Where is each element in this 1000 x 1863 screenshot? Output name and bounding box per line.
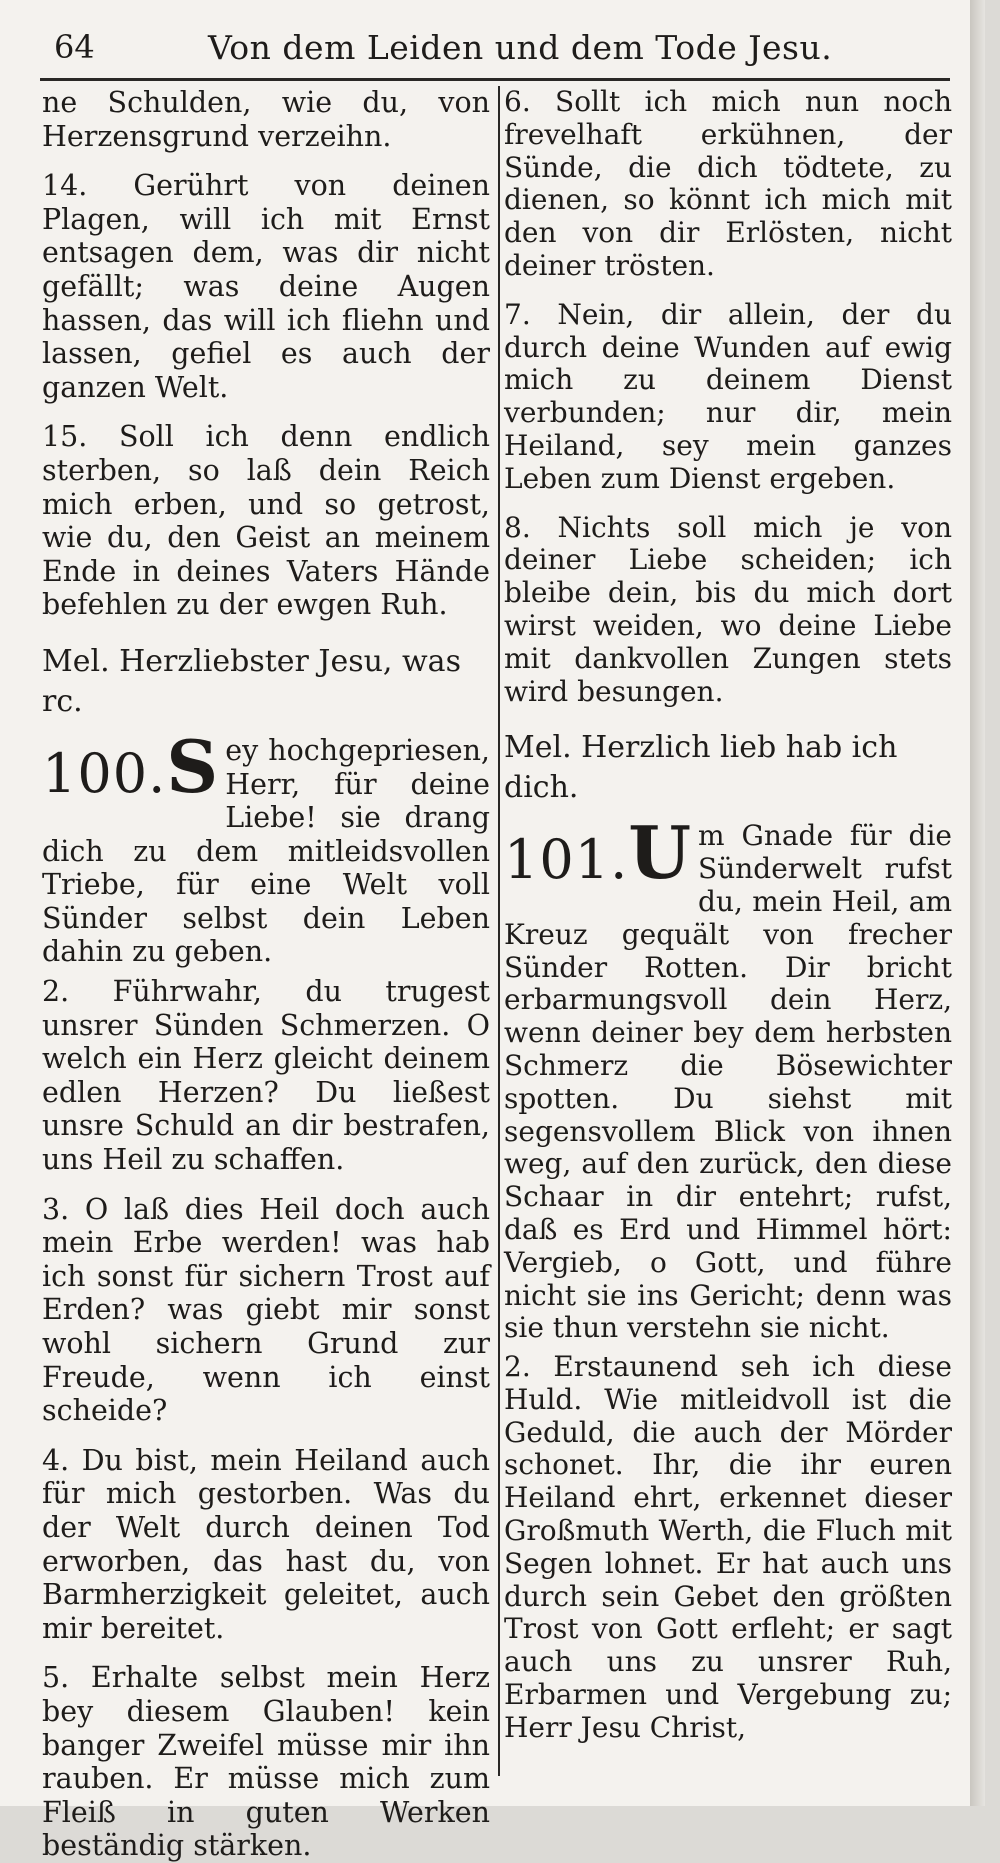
hymn-number-text: 100. <box>42 741 167 805</box>
right-column <box>504 86 952 1786</box>
hymn-100-verse-8: 8. Nichts soll mich je von deiner Liebe scheiden; ich bleibe dein, bis du mich dort wirst weiden, wo deine Liebe mit dankvollen Zungen stets wird besungen. <box>504 510 952 708</box>
drop-initial: S <box>166 723 220 809</box>
verse-14: 14. Gerührt von deinen Plagen, will ich mit Ernst entsagen dem, was dir nicht gefällt; was deine Augen hassen, das will ich fliehn und lassen, gefiel es auch der ganzen Welt. <box>42 169 490 404</box>
hymn-number-text: 101. <box>504 828 629 892</box>
hymn-101-verse-2: 2. Erstaunend seh ich diese Huld. Wie mitleidvoll ist die Geduld, die auch der Mörder schonet. Ihr, die ihr euren Heiland ehrt, erkennet dieser Großmuth Werth, die Fluch mit Segen lohnet. Er hat auch uns durch sein Gebet den größten Trost von Gott erfleht; er sagt auch uns zu unsrer Ruh, Erbarmen und Vergebung zu; Herr Jesu Christ, <box>504 1350 952 1744</box>
header-rule <box>40 78 950 81</box>
hymn-100-verse-4: 4. Du bist, mein Heiland auch für mich gestorben. Was du der Welt durch deinen Tod erworben, das hast du, von Barmherzigkeit geleitet, auch mir bereitet. <box>42 1443 490 1645</box>
hymn-101-verse-1 <box>504 810 952 1345</box>
hymn-100-verse-6: 6. Sollt ich mich nun noch frevelhaft erkühnen, der Sünde, die dich tödtete, zu dienen, so könnt ich mich mit den von dir Erlösten, nicht deiner trösten. <box>504 85 952 282</box>
drop-initial: U <box>628 810 693 896</box>
hymn-100-verse-5: 5. Erhalte selbst mein Herz bey diesem Glauben! kein banger Zweifel müsse mir ihn rauben. Er müsse mich zum Fleiß in guten Werken beständig stärken. <box>42 1661 490 1863</box>
melody-line: Mel. Herzliebster Jesu, was rc. <box>42 643 461 719</box>
verse-15: 15. Soll ich denn endlich sterben, so laß dein Reich mich erben, und so getrost, wie du, den Geist an meinem Ende in deines Vaters Hände befehlen zu der ewgen Ruh. <box>42 420 490 622</box>
hymn-number <box>42 723 220 809</box>
hymn-100-verse-1 <box>42 723 490 969</box>
hymn-100-verse-3: 3. O laß dies Heil doch auch mein Erbe werden! was hab ich sonst für sichern Trost auf Erden? was giebt mir sonst wohl sichern Grund zur Freude, wenn ich einst scheide? <box>42 1192 490 1428</box>
left-column <box>42 86 490 1863</box>
hymn-text: m Gnade für die Sünderwelt rufst du, mein Heil, am Kreuz gequält von frecher Sünder Rotten. Dir bricht erbarmungsvoll dein Herz, wenn deiner bey dem herbsten Schmerz die Bösewichter spotten. Du siehst mit segensvollem Blick von ihnen weg, auf den zurück, den diese Schaar in dir entehrt; rufst, daß es Erd und Himmel hört: Vergieb, o Gott, und führe nicht sie ins Gericht; denn was sie thun verstehn sie nicht. <box>504 819 952 1345</box>
melody-line: Mel. Herzlich lieb hab ich dich. <box>504 730 898 806</box>
page-number: 64 <box>54 28 95 66</box>
page-edge <box>970 0 985 1806</box>
verse-continuation: ne Schulden, wie du, von Herzensgrund verzeihn. <box>42 86 490 153</box>
column-divider <box>498 86 500 1776</box>
running-title: Von dem Leiden und dem Tode Jesu. <box>208 28 833 67</box>
hymn-100-verse-7: 7. Nein, dir allein, der du durch deine Wunden auf ewig mich zu deinem Dienst verbunden; nur dir, mein Heiland, sey mein ganzes Leben zum Dienst ergeben. <box>504 297 952 495</box>
page-header <box>48 22 948 74</box>
hymn-text: ey hochgepriesen, Herr, für deine Liebe! sie drang dich zu dem mitleidsvollen Triebe, für eine Welt voll Sünder selbst dein Leben dahin zu geben. <box>42 733 490 969</box>
hymn-number <box>504 810 693 896</box>
hymn-100-verse-2: 2. Führwahr, du trugest unsrer Sünden Schmerzen. O welch ein Herz gleicht deinem edlen Herzen? Du ließest unsre Schuld an dir bestrafen, uns Heil zu schaffen. <box>42 975 490 1177</box>
